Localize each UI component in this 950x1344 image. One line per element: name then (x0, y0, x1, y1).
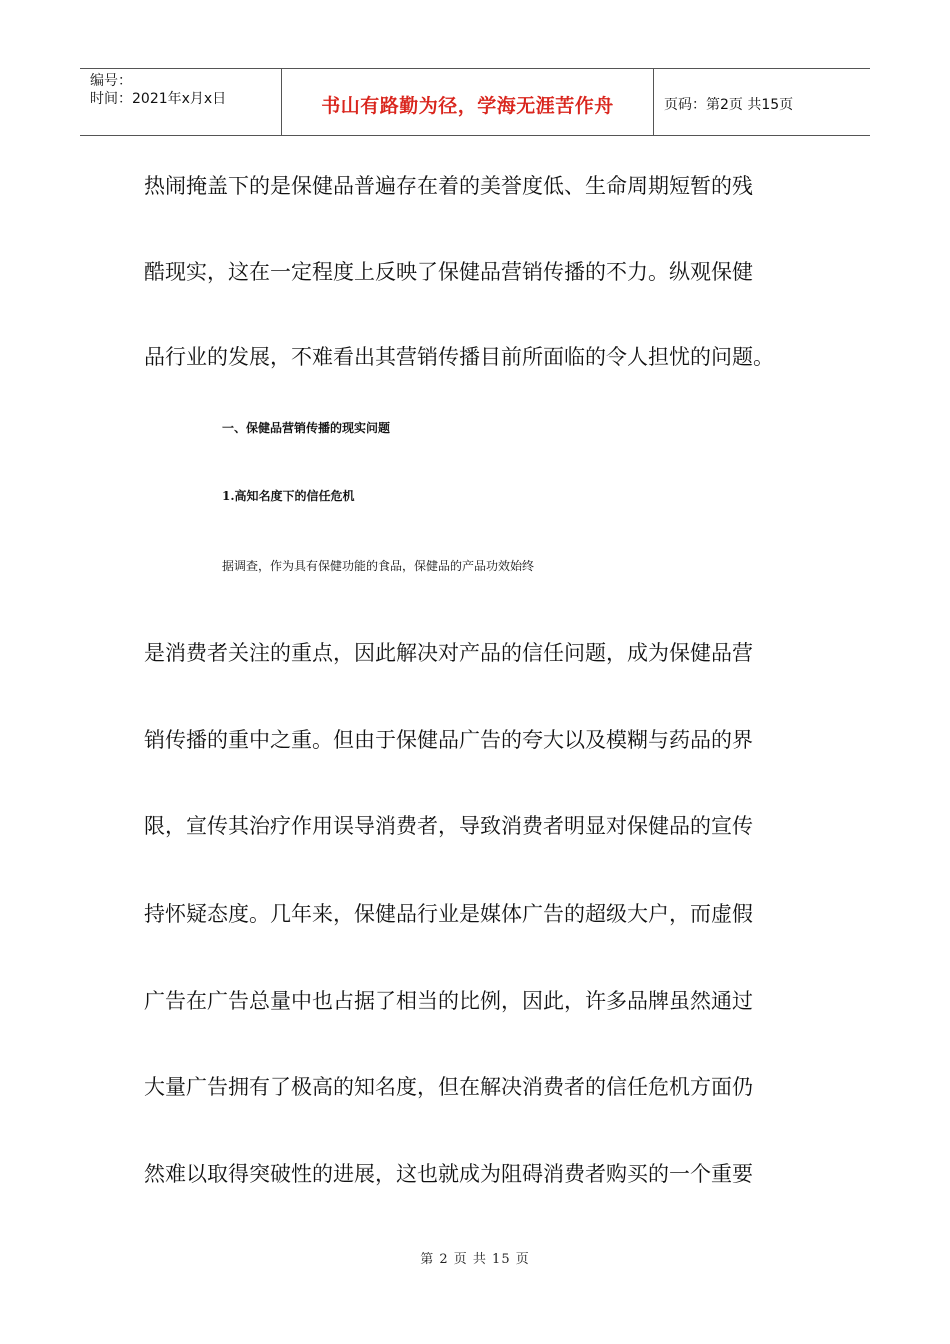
paragraph-line-13: 然难以取得突破性的进展，这也就成为阻碍消费者购买的一个重要 (144, 1162, 753, 1186)
header-meta-cell (80, 69, 282, 135)
paragraph-line-8: 销传播的重中之重。但由于保健品广告的夸大以及模糊与药品的界 (144, 728, 753, 752)
paragraph-line-11: 广告在广告总量中也占据了相当的比例，因此，许多品牌虽然通过 (144, 989, 753, 1013)
paragraph-line-6: 据调查，作为具有保健功能的食品，保健品的产品功效始终 (222, 559, 535, 573)
page-footer: 第 2 页 共 15 页 (420, 1252, 530, 1267)
paragraph-line-12: 大量广告拥有了极高的知名度，但在解决消费者的信任危机方面仍 (144, 1075, 753, 1099)
paragraph-line-1: 热闹掩盖下的是保健品普遍存在着的美誉度低、生命周期短暂的残 (144, 174, 753, 198)
header-motto: 书山有路勤为径，学海无涯苦作舟 (282, 69, 654, 135)
document-number-label: 编号： (90, 73, 132, 89)
document-header-table (80, 68, 870, 136)
header-page-info: 页码：第2页 共15页 (664, 97, 794, 113)
paragraph-line-3: 品行业的发展，不难看出其营销传播目前所面临的令人担忧的问题。 (144, 345, 774, 369)
subsection-heading: 1.高知名度下的信任危机 (222, 489, 355, 503)
document-time-label: 时间：2021年x月x日 (90, 91, 227, 107)
section-heading: 一、保健品营销传播的现实问题 (222, 421, 391, 435)
paragraph-line-10: 持怀疑态度。几年来，保健品行业是媒体广告的超级大户，而虚假 (144, 902, 753, 926)
paragraph-line-9: 限，宣传其治疗作用误导消费者，导致消费者明显对保健品的宣传 (144, 814, 753, 838)
paragraph-line-2: 酷现实，这在一定程度上反映了保健品营销传播的不力。纵观保健 (144, 260, 753, 284)
paragraph-line-7: 是消费者关注的重点，因此解决对产品的信任问题，成为保健品营 (144, 641, 753, 665)
